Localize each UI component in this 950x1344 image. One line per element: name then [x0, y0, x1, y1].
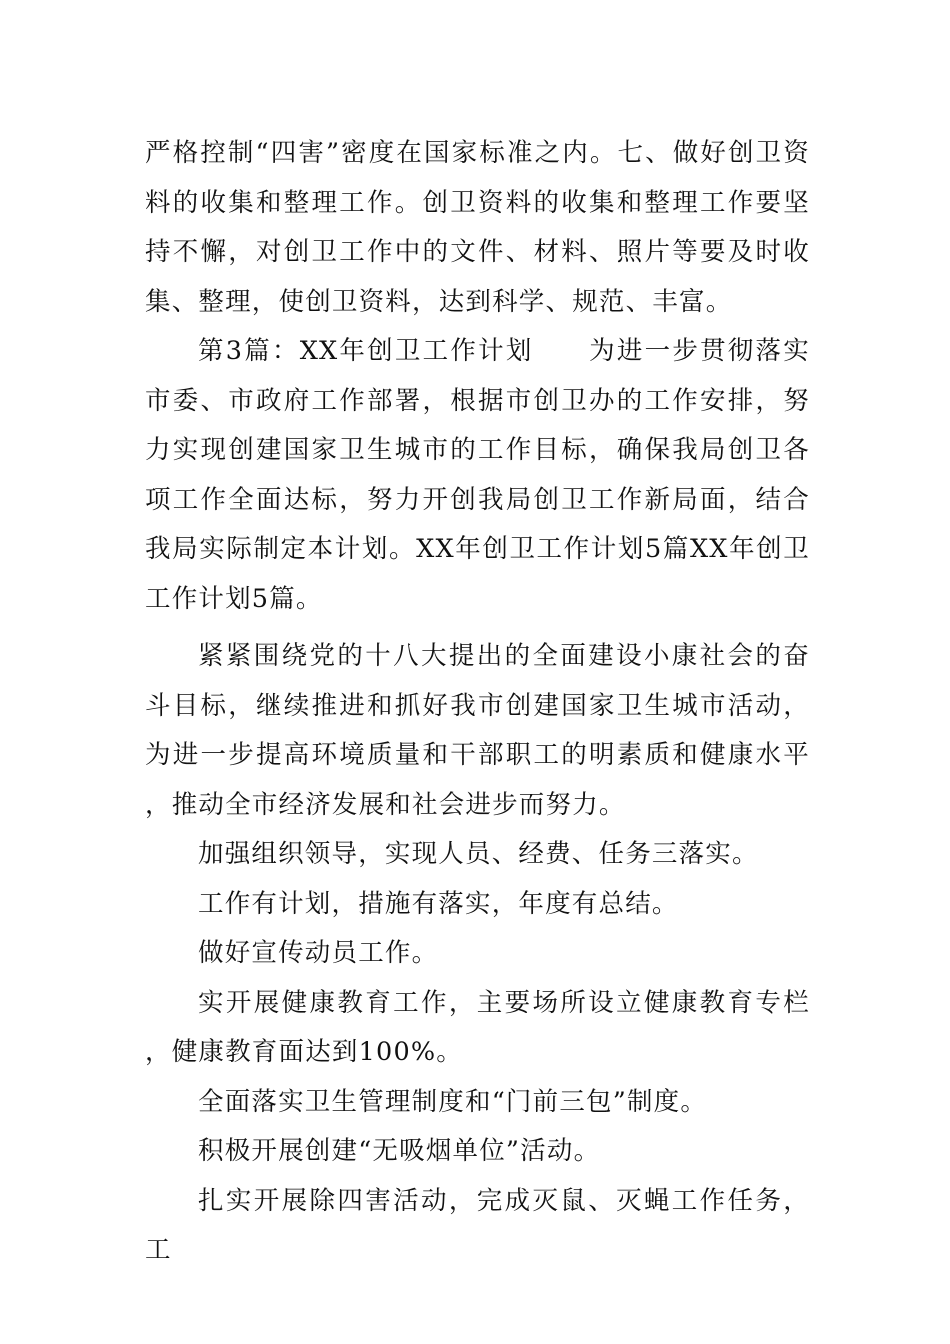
paragraph-5: 工作有计划，措施有落实，年度有总结。 — [198, 888, 679, 919]
paragraph-10: 扎实开展除四害活动，完成灭鼠、灭蝇工作任务，工 — [145, 1185, 810, 1265]
paragraph-7: 实开展健康教育工作，主要场所设立健康教育专栏，健康教育面达到100%。 — [145, 987, 810, 1067]
paragraph-8: 全面落实卫生管理制度和“门前三包”制度。 — [198, 1086, 708, 1117]
document-body — [145, 129, 810, 1276]
paragraph-2: 第3篇：XX年创卫工作计划 为进一步贯彻落实市委、市政府工作部署，根据市创卫办的工作安排，努力实现创建国家卫生城市的工作目标，确保我局创卫各项工作全面达标，努力开创我局创卫工作新局面，结合我局实际制定本计划。XX年创卫工作计划5篇XX年创卫工作计划5篇。 — [145, 336, 810, 614]
paragraph-1: 严格控制“四害”密度在国家标准之内。七、做好创卫资料的收集和整理工作。创卫资料的收集和整理工作要坚持不懈，对创卫工作中的文件、材料、照片等要及时收集、整理，使创卫资料，达到科学、规范、丰富。 — [145, 138, 810, 317]
paragraph-4: 加强组织领导，实现人员、经费、任务三落实。 — [198, 839, 759, 869]
paragraph-6: 做好宣传动员工作。 — [198, 938, 439, 968]
paragraph-3: 紧紧围绕党的十八大提出的全面建设小康社会的奋斗目标，继续推进和抓好我市创建国家卫生城市活动，为进一步提高环境质量和干部职工的明素质和健康水平，推动全市经济发展和社会进步而努力。 — [145, 641, 810, 820]
paragraph-9: 积极开展创建“无吸烟单位”活动。 — [198, 1136, 601, 1166]
